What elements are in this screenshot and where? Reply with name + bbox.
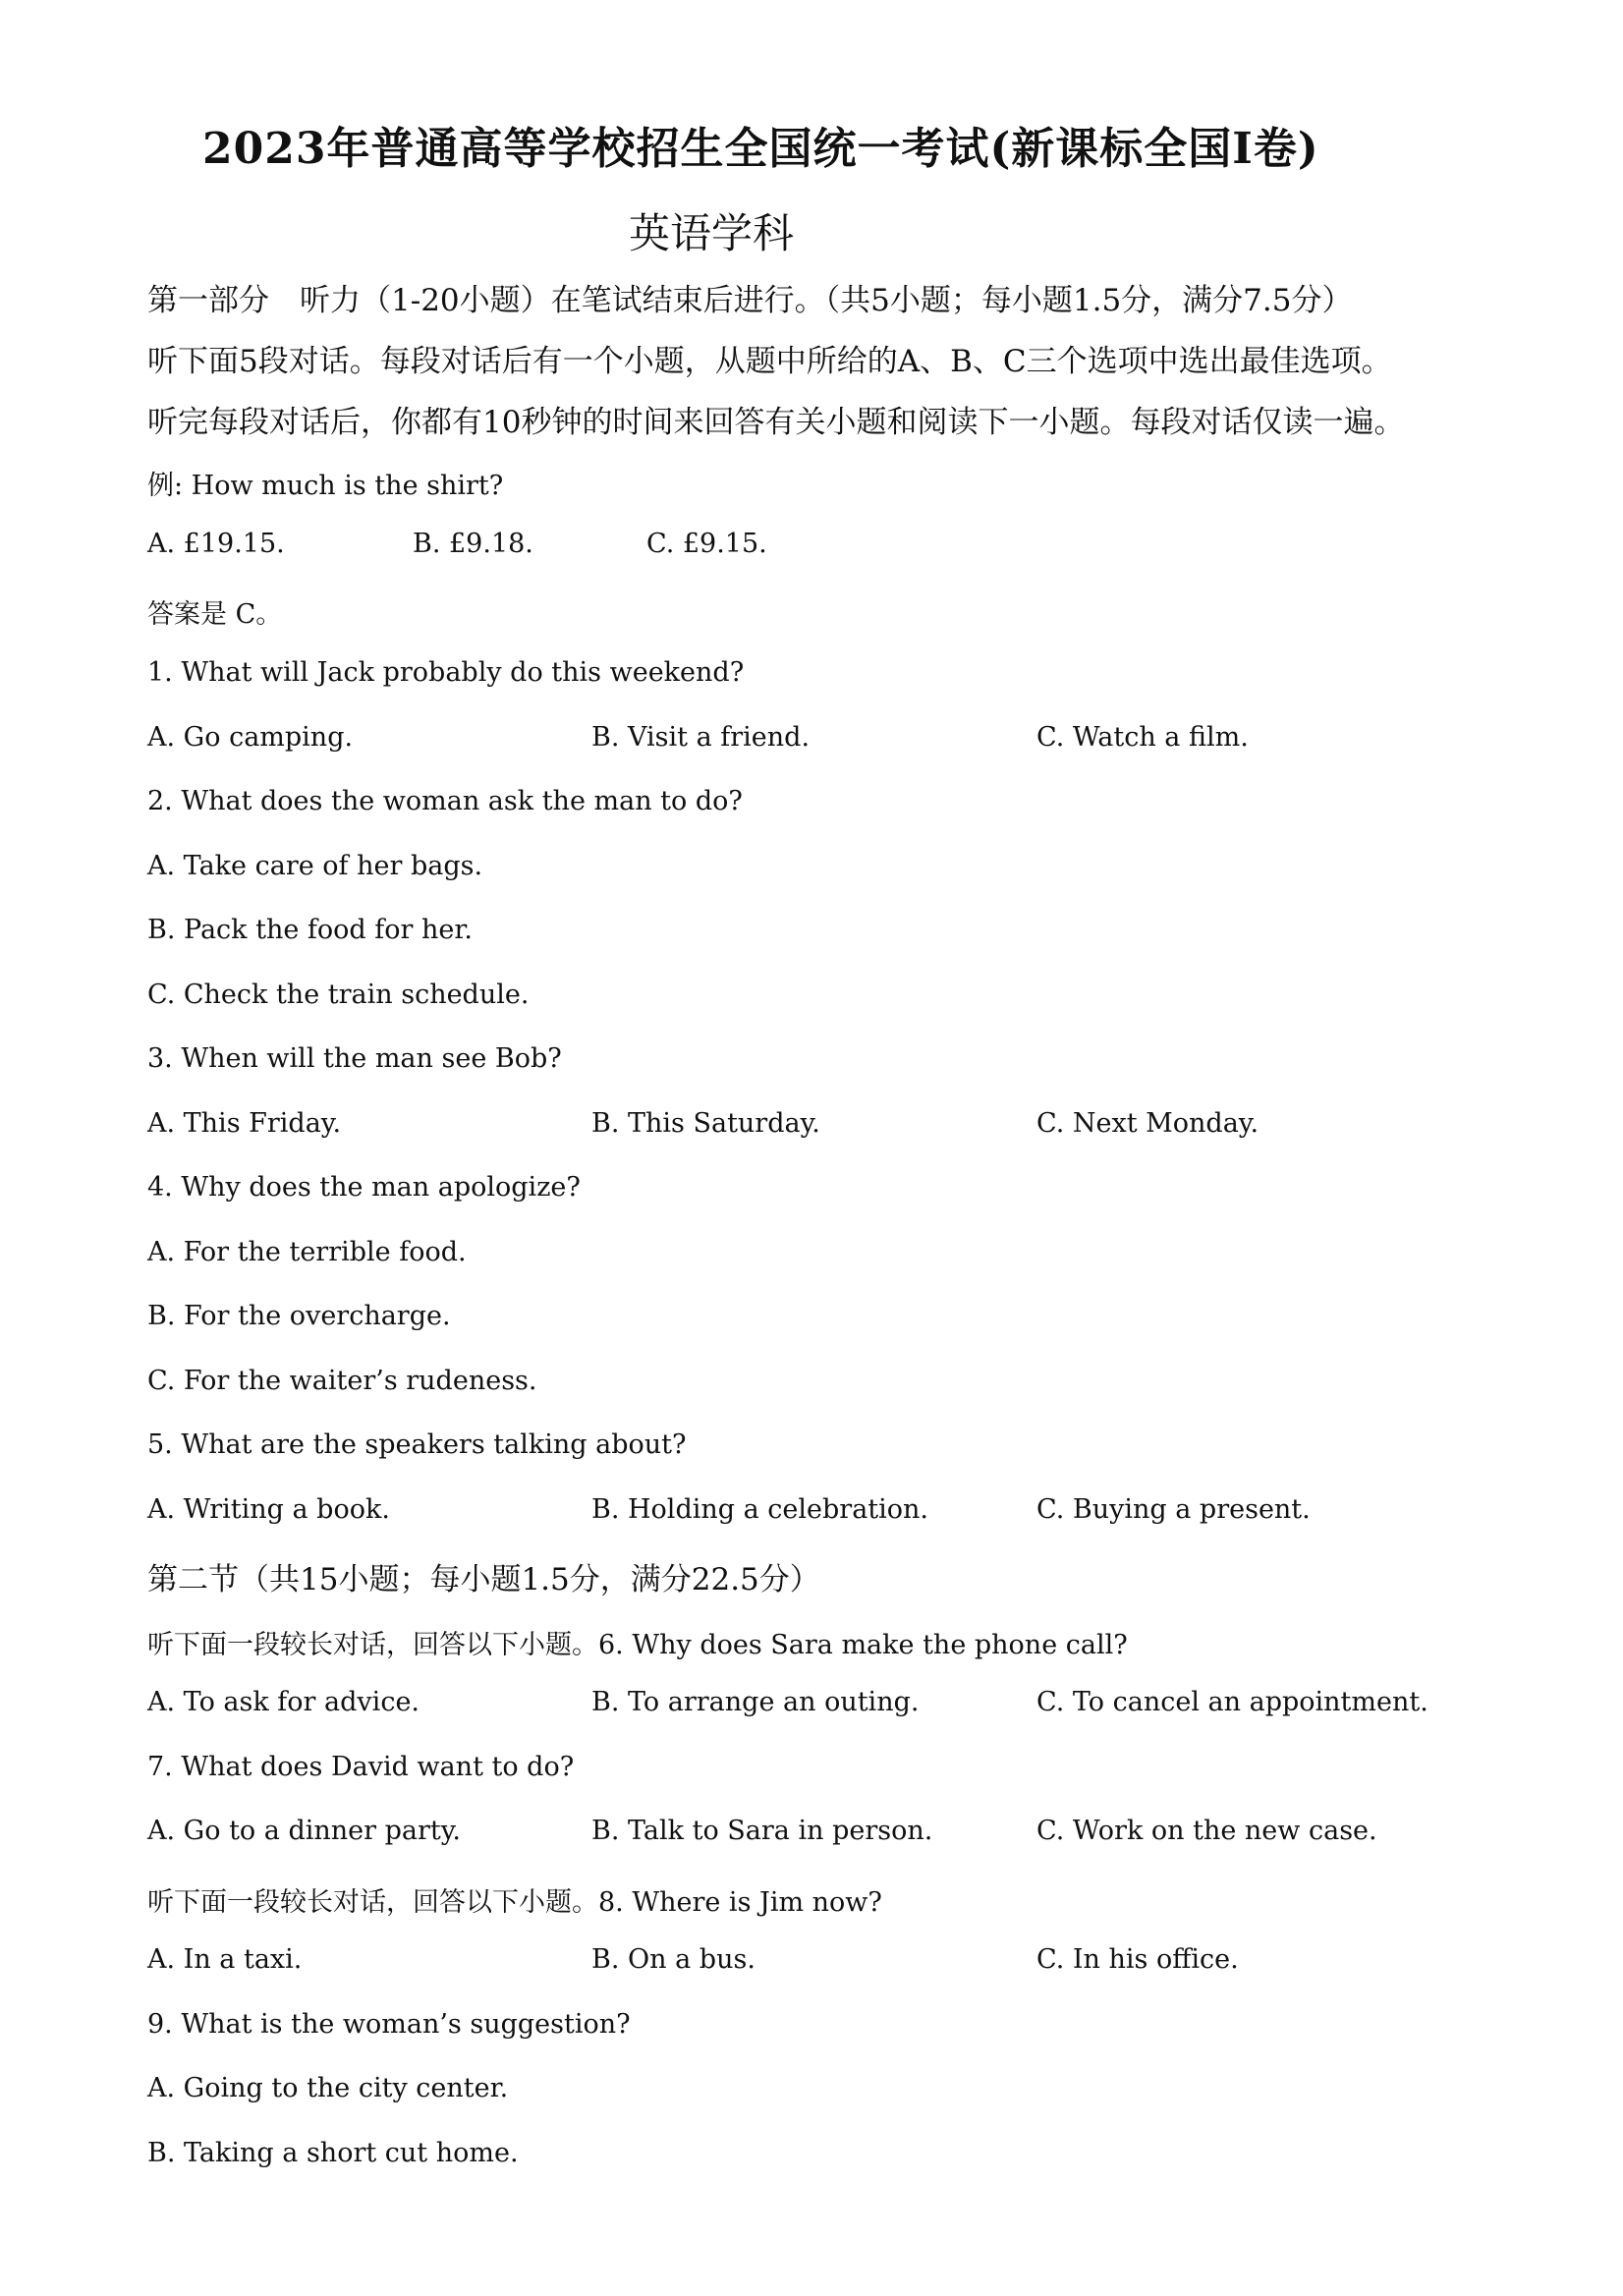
q3-option-c: C. Next Monday. — [1036, 1108, 1259, 1139]
question-2: 2. What does the woman ask the man to do? — [147, 786, 743, 816]
q1-option-b: B. Visit a friend. — [591, 722, 811, 753]
q6-option-a: A. To ask for advice. — [147, 1687, 420, 1717]
section2-heading: 第二节（共15小题；每小题1.5分，满分22.5分） — [147, 1562, 820, 1597]
q8-option-c: C. In his office. — [1036, 1944, 1239, 1975]
subject-title: 英语学科 — [629, 209, 795, 257]
section1-instruction-1: 听下面5段对话。每段对话后有一个小题，从题中所给的A、B、C三个选项中选出最佳选项。 — [147, 344, 1392, 379]
q7-option-b: B. Talk to Sara in person. — [591, 1816, 933, 1846]
example-option-c: C. £9.15. — [646, 529, 767, 559]
question-3: 3. When will the man see Bob? — [147, 1043, 562, 1074]
q7-option-c: C. Work on the new case. — [1036, 1816, 1377, 1846]
q8-option-a: A. In a taxi. — [147, 1944, 303, 1975]
question-1: 1. What will Jack probably do this weekend? — [147, 657, 745, 688]
question-9: 9. What is the woman’s suggestion? — [147, 2009, 631, 2040]
q2-option-c: C. Check the train schedule. — [147, 980, 530, 1010]
question-8: 听下面一段较长对话，回答以下小题。8. Where is Jim now? — [147, 1887, 882, 1918]
example-option-a: A. £19.15. — [147, 529, 285, 559]
question-4: 4. Why does the man apologize? — [147, 1172, 581, 1203]
example-answer: 答案是 C。 — [147, 599, 283, 630]
q5-option-c: C. Buying a present. — [1036, 1494, 1311, 1525]
q7-option-a: A. Go to a dinner party. — [147, 1816, 461, 1846]
example-question: 例: How much is the shirt? — [147, 471, 504, 501]
question-5: 5. What are the speakers talking about? — [147, 1429, 687, 1460]
q6-option-b: B. To arrange an outing. — [591, 1687, 920, 1717]
q4-option-a: A. For the terrible food. — [147, 1237, 467, 1267]
q4-option-b: B. For the overcharge. — [147, 1301, 451, 1331]
q3-option-b: B. This Saturday. — [591, 1108, 820, 1139]
question-7: 7. What does David want to do? — [147, 1752, 575, 1782]
q3-option-a: A. This Friday. — [147, 1108, 342, 1139]
q5-option-b: B. Holding a celebration. — [591, 1494, 929, 1525]
q1-option-a: A. Go camping. — [147, 722, 354, 753]
q9-option-b: B. Taking a short cut home. — [147, 2138, 519, 2168]
exam-title: 2023年普通高等学校招生全国统一考试(新课标全国Ⅰ卷) — [202, 124, 1319, 174]
q2-option-a: A. Take care of her bags. — [147, 851, 483, 881]
q8-option-b: B. On a bus. — [591, 1944, 756, 1975]
q4-option-c: C. For the waiter’s rudeness. — [147, 1366, 537, 1396]
q9-option-a: A. Going to the city center. — [147, 2073, 509, 2103]
question-6: 听下面一段较长对话，回答以下小题。6. Why does Sara make the phone call? — [147, 1630, 1128, 1660]
example-option-b: B. £9.18. — [413, 529, 533, 559]
section1-instruction-2: 听完每段对话后，你都有10秒钟的时间来回答有关小题和阅读下一小题。每段对话仅读一遍。 — [147, 405, 1405, 440]
q6-option-c: C. To cancel an appointment. — [1036, 1687, 1428, 1717]
q2-option-b: B. Pack the food for her. — [147, 915, 473, 945]
q5-option-a: A. Writing a book. — [147, 1494, 390, 1525]
section1-heading: 第一部分 听力（1-20小题）在笔试结束后进行。（共5小题；每小题1.5分，满分7.5分） — [147, 283, 1353, 318]
q1-option-c: C. Watch a film. — [1036, 722, 1249, 753]
